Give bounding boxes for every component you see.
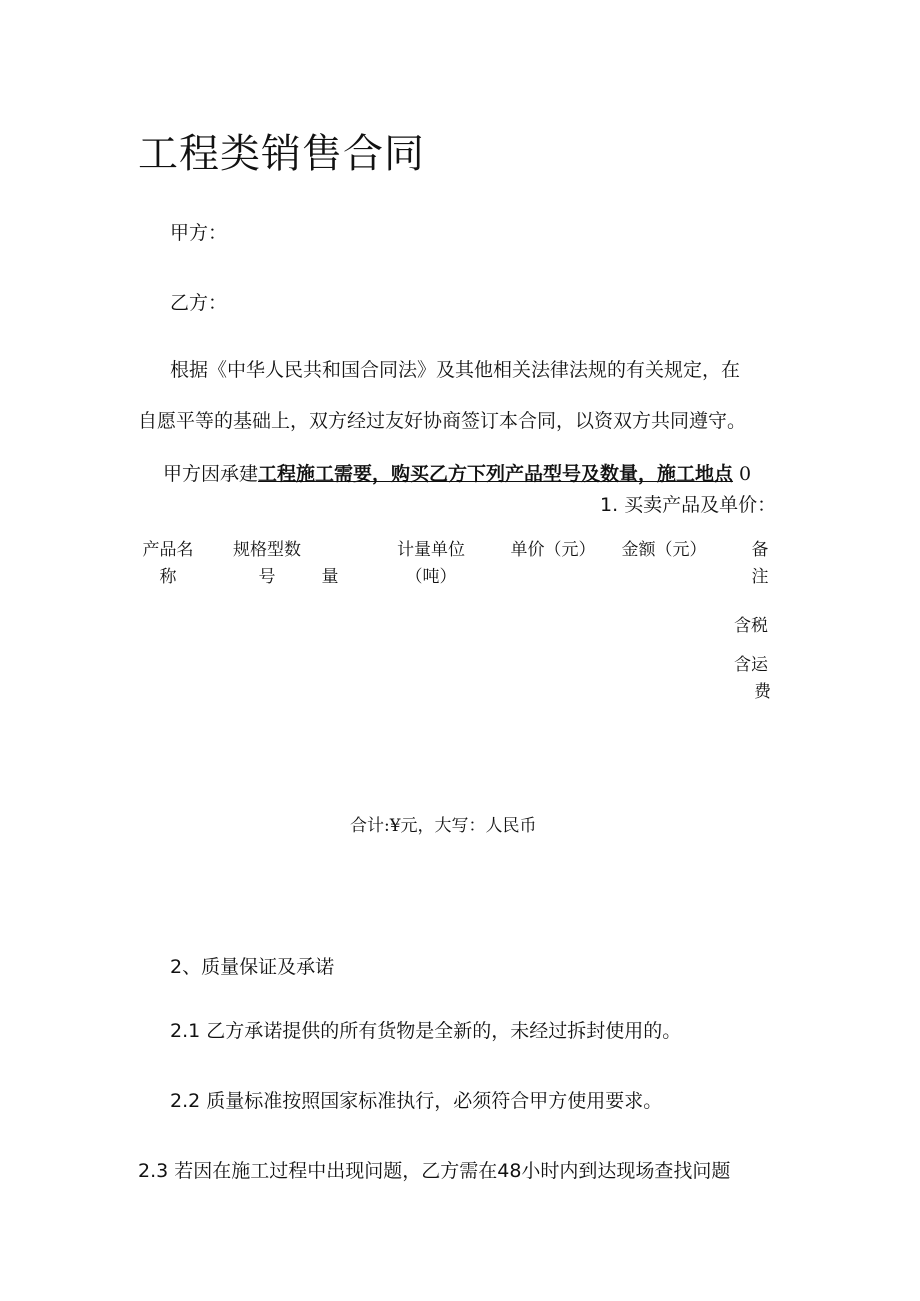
remark-tax-included: 含税 <box>734 616 768 636</box>
intro-line-1: 根据《中华人民共和国合同法》及其他相关法律法规的有关规定，在 <box>170 359 741 381</box>
header-product-name-line2: 称 <box>159 567 177 587</box>
total-line: 合计:¥元，大写：人民币 <box>350 816 537 836</box>
remark-freight-line2: 费 <box>754 682 771 702</box>
header-spec-line2: 号 <box>258 567 276 587</box>
purpose-prefix: 甲方因承建 <box>163 463 259 485</box>
section-1-heading: 1. 买卖产品及单价： <box>600 494 777 516</box>
header-amount: 金额（元） <box>621 540 707 560</box>
header-unit-price: 单价（元） <box>510 540 596 560</box>
remark-freight-line1: 含运 <box>734 655 768 675</box>
document-title: 工程类销售合同 <box>138 131 425 177</box>
header-remark <box>748 537 772 591</box>
header-unit <box>392 537 470 591</box>
clause-2-2: 2.2 质量标准按照国家标准执行，必须符合甲方使用要求。 <box>170 1090 663 1112</box>
section-2-heading: 2、质量保证及承诺 <box>170 956 335 978</box>
header-quantity: 量 <box>321 567 339 587</box>
header-unit-line2: （吨） <box>405 567 457 587</box>
header-product-name <box>138 537 198 591</box>
intro-line-2: 自愿平等的基础上，双方经过友好协商签订本合同，以资双方共同遵守。 <box>138 410 747 432</box>
purpose-suffix: 0 <box>739 463 752 485</box>
header-remark-line2: 注 <box>751 567 769 587</box>
purpose-line <box>163 459 751 486</box>
clause-2-3: 2.3 若因在施工过程中出现问题，乙方需在48小时内到达现场查找问题 <box>138 1160 731 1182</box>
header-spec-line1: 规格型数 <box>233 540 301 560</box>
remark-freight-included <box>731 652 771 706</box>
party-a-label: 甲方： <box>170 222 228 244</box>
header-spec <box>228 537 306 591</box>
header-unit-line1: 计量单位 <box>397 540 465 560</box>
header-remark-line1: 备 <box>751 540 769 560</box>
purpose-underlined: 工程施工需要，购买乙方下列产品型号及数量，施工地点 <box>258 463 734 485</box>
party-b-label: 乙方： <box>170 292 228 314</box>
header-product-name-line1: 产品名 <box>142 540 194 560</box>
clause-2-1: 2.1 乙方承诺提供的所有货物是全新的，未经过拆封使用的。 <box>170 1020 682 1042</box>
